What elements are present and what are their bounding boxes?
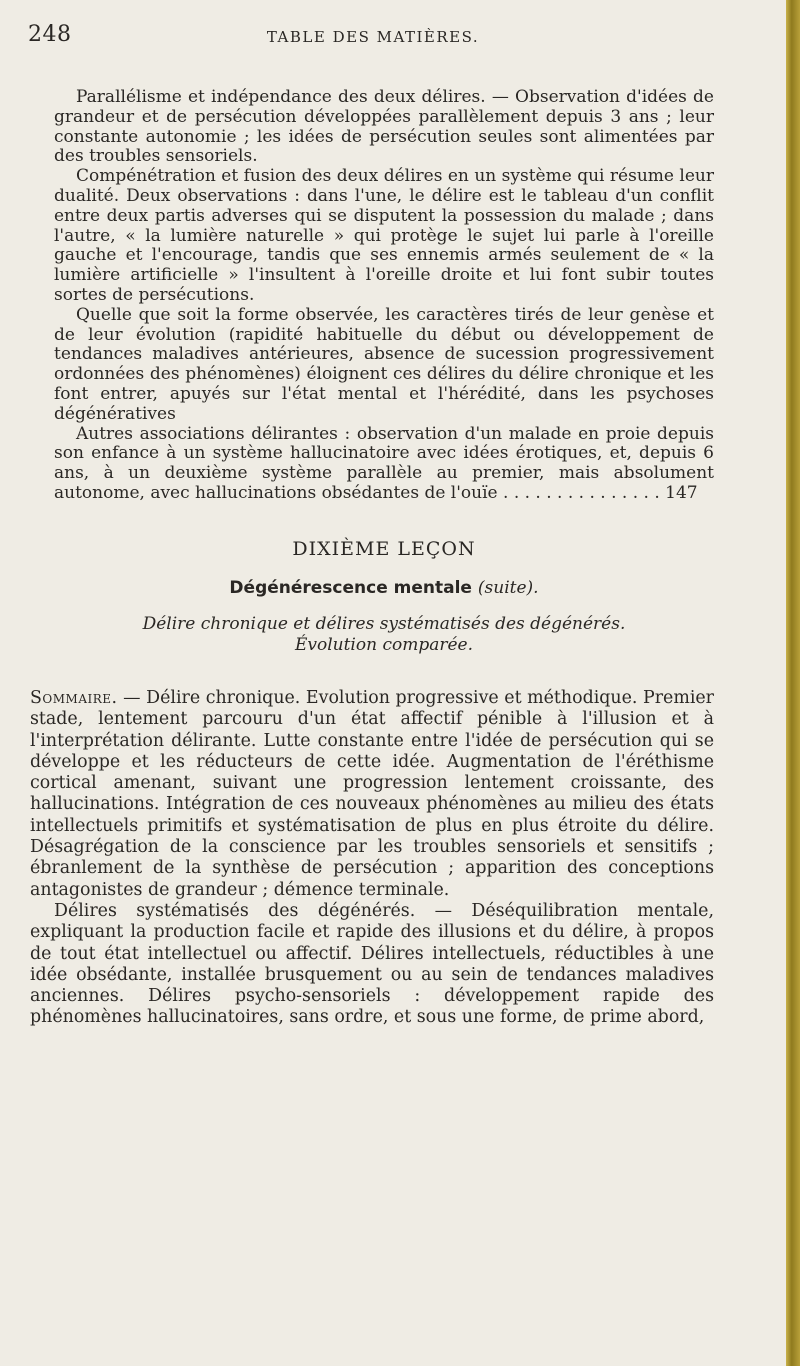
page-edge [786, 0, 800, 1366]
summary-paragraph-1 [30, 688, 714, 901]
summary-paragraph-2: Délires systématisés des dégénérés. — Déséquilibration mentale, expliquant la production facile et rapide des illusions et du délire, à propos de tout état intellectuel ou affectif. Délires intellectuels, réductibles à une idée obsédante, installée brusquement ou au sein de tendances maladives anciennes. Délires psycho-sensoriels : développement rapide des phénomènes hallucinatoires, sans ordre, et sous une forme, de prime abord, [30, 900, 714, 1028]
entry-page-ref: 147 [665, 482, 698, 503]
entry-text: Autres associations délirantes : observation d'un malade en proie depuis son enfance à un système hallucinatoire avec idées érotiques, et, depuis 6 ans, à un deuxième système parallèle au premier, mais absolument autonome, avec hallucinations obsédantes de l'ouïe [54, 423, 714, 503]
running-title: TABLE DES MATIÈRES. [266, 28, 480, 46]
chapter-subtitle [54, 614, 714, 656]
chapter-title [54, 578, 714, 598]
paragraph-caracteres: Quelle que soit la forme observée, les caractères tirés de leur genèse et de leur évolution (rapidité habituelle du début ou développement de tendances maladives antérieures, absence de sucession progressivement ordonnées des phénomènes) éloignent ces délires du délire chronique et les font entrer, apuyés sur l'état mental et l'hérédité, dans les psychoses dégénératives [54, 304, 714, 424]
lecon-heading: DIXIÈME LEÇON [292, 538, 476, 560]
summary-text-1: — Délire chronique. Evolution progressive et méthodique. Premier stade, lentement parcouru d'un état affectif pénible à l'illusion et à l'interprétation délirante. Lutte constante entre l'idée de persécution qui se développe et les réducteurs de cette idée. Augmentation de l'éréthisme cortical amenant, suivant une progression lentement croissante, des hallucinations. Intégration de ces nouveaux phénomènes au milieu des états intellectuels primitifs et systématisation de plus en plus étroite du délire. Désagrégation de la conscience par les troubles sensoriels et sensitifs ; ébranlement de la synthèse de persécution ; apparition des conceptions antagonistes de grandeur ; démence terminale. [30, 688, 714, 900]
subtitle-line-2: Évolution comparée. [294, 635, 474, 655]
paragraph-autres-associations: Autres associations délirantes : observation d'un malade en proie depuis son enfance à un système hallucinatoire avec idées érotiques, et, depuis 6 ans, à un deuxième système parallèle au premier, mais absolument autonome, avec hallucinations obsédantes de l'ouïe . . . . . . . . . . . . . . . 147 [54, 423, 714, 503]
paragraph-parallelisme: Parallélisme et indépendance des deux délires. — Observation d'idées de grandeur et de persécution développées parallèlement depuis 3 ans ; leur constante autonomie ; les idées de persécution seules sont alimentées par des troubles sensoriels. [54, 87, 714, 167]
summary-label: Sommaire. [30, 688, 118, 708]
summary-section [30, 688, 714, 1029]
chapter-title-main: Dégénérescence mentale [229, 578, 472, 598]
subtitle-line-1: Délire chronique et délires systématisés des dégénérés. [142, 614, 626, 634]
chapter-title-suite: (suite). [477, 578, 539, 598]
page-number: 248 [28, 22, 72, 47]
paragraph-compenetration: Compénétration et fusion des deux délires en un système qui résume leur dualité. Deux observations : dans l'une, le délire est le tableau d'un conflit entre deux partis adverses qui se disputent la possession du malade ; dans l'autre, « la lumière naturelle » qui protège le sujet lui parle à l'oreille gauche et l'encourage, tandis que ses ennemis armés seulement de « la lumière artificielle » l'insultent à l'oreille droite et lui font subir toutes sortes de persécutions. [54, 166, 714, 305]
top-section [54, 88, 714, 504]
page-header [28, 22, 718, 62]
